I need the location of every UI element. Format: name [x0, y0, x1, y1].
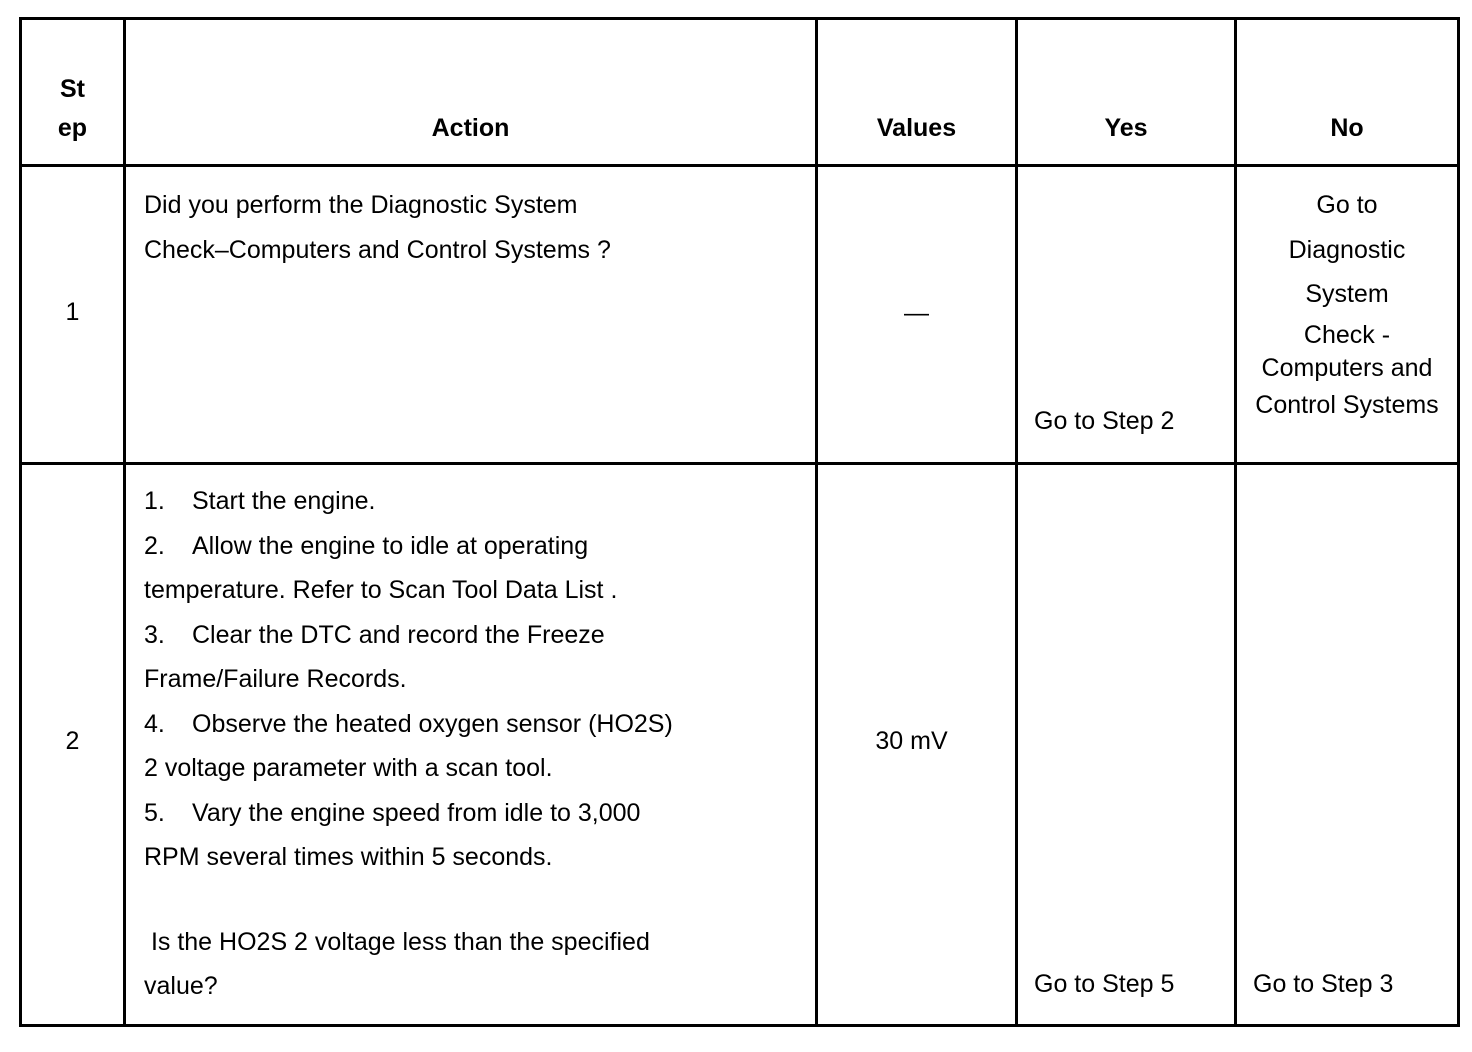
step-cell: [21, 464, 125, 1026]
step-cell: [21, 166, 125, 464]
step-number: 2: [65, 727, 80, 756]
header-row: [21, 19, 1459, 166]
action-cell: [125, 464, 817, 1026]
header-no: No: [1236, 19, 1459, 166]
no-link[interactable]: Go to Step 3: [1253, 970, 1394, 999]
list-item: 2. Allow the engine to idle at operating: [144, 531, 589, 560]
value-text: 30 mV: [875, 727, 948, 756]
list-item: 1. Start the engine.: [144, 487, 376, 516]
question-line: Is the HO2S 2 voltage less than the specified: [144, 927, 650, 956]
list-item: 5. Vary the engine speed from idle to 3,000: [144, 798, 641, 827]
header-step-line2: ep: [57, 114, 88, 143]
yes-cell: [1017, 464, 1236, 1026]
yes-link[interactable]: Go to Step 2: [1034, 407, 1175, 436]
no-line: Diagnostic: [1288, 235, 1406, 264]
header-values: Values: [817, 19, 1017, 166]
diagnostic-table: [19, 17, 1460, 1027]
list-item-continued: 2 voltage parameter with a scan tool.: [144, 754, 553, 783]
step-number: 1: [65, 298, 80, 327]
header-yes: Yes: [1017, 19, 1236, 166]
header-step: [21, 19, 125, 166]
table-row: [21, 166, 1459, 464]
header-action: Action: [125, 19, 817, 166]
list-item: 3. Clear the DTC and record the Freeze: [144, 620, 605, 649]
list-item-continued: RPM several times within 5 seconds.: [144, 843, 553, 872]
no-line: Go to: [1316, 191, 1378, 220]
action-cell: [125, 166, 817, 464]
yes-link[interactable]: Go to Step 5: [1034, 970, 1175, 999]
no-cell: [1236, 464, 1459, 1026]
table-row: [21, 464, 1459, 1026]
no-line: Check -: [1303, 320, 1391, 349]
header-step-line1: St: [60, 75, 85, 104]
question-line: value?: [144, 972, 218, 1001]
list-item-continued: Frame/Failure Records.: [144, 665, 407, 694]
values-cell: [817, 166, 1017, 464]
yes-cell: [1017, 166, 1236, 464]
no-line: Control Systems: [1255, 390, 1439, 419]
no-cell: [1236, 166, 1459, 464]
list-item: 4. Observe the heated oxygen sensor (HO2S): [144, 709, 673, 738]
no-link[interactable]: [1237, 183, 1457, 427]
values-cell: [817, 464, 1017, 1026]
value-text: —: [904, 299, 929, 328]
action-line: Did you perform the Diagnostic System: [144, 191, 578, 220]
no-line: Computers and: [1261, 353, 1433, 382]
list-item-continued: temperature. Refer to Scan Tool Data List .: [144, 576, 618, 605]
no-line: System: [1305, 280, 1389, 309]
action-line: Check–Computers and Control Systems ?: [144, 235, 611, 264]
